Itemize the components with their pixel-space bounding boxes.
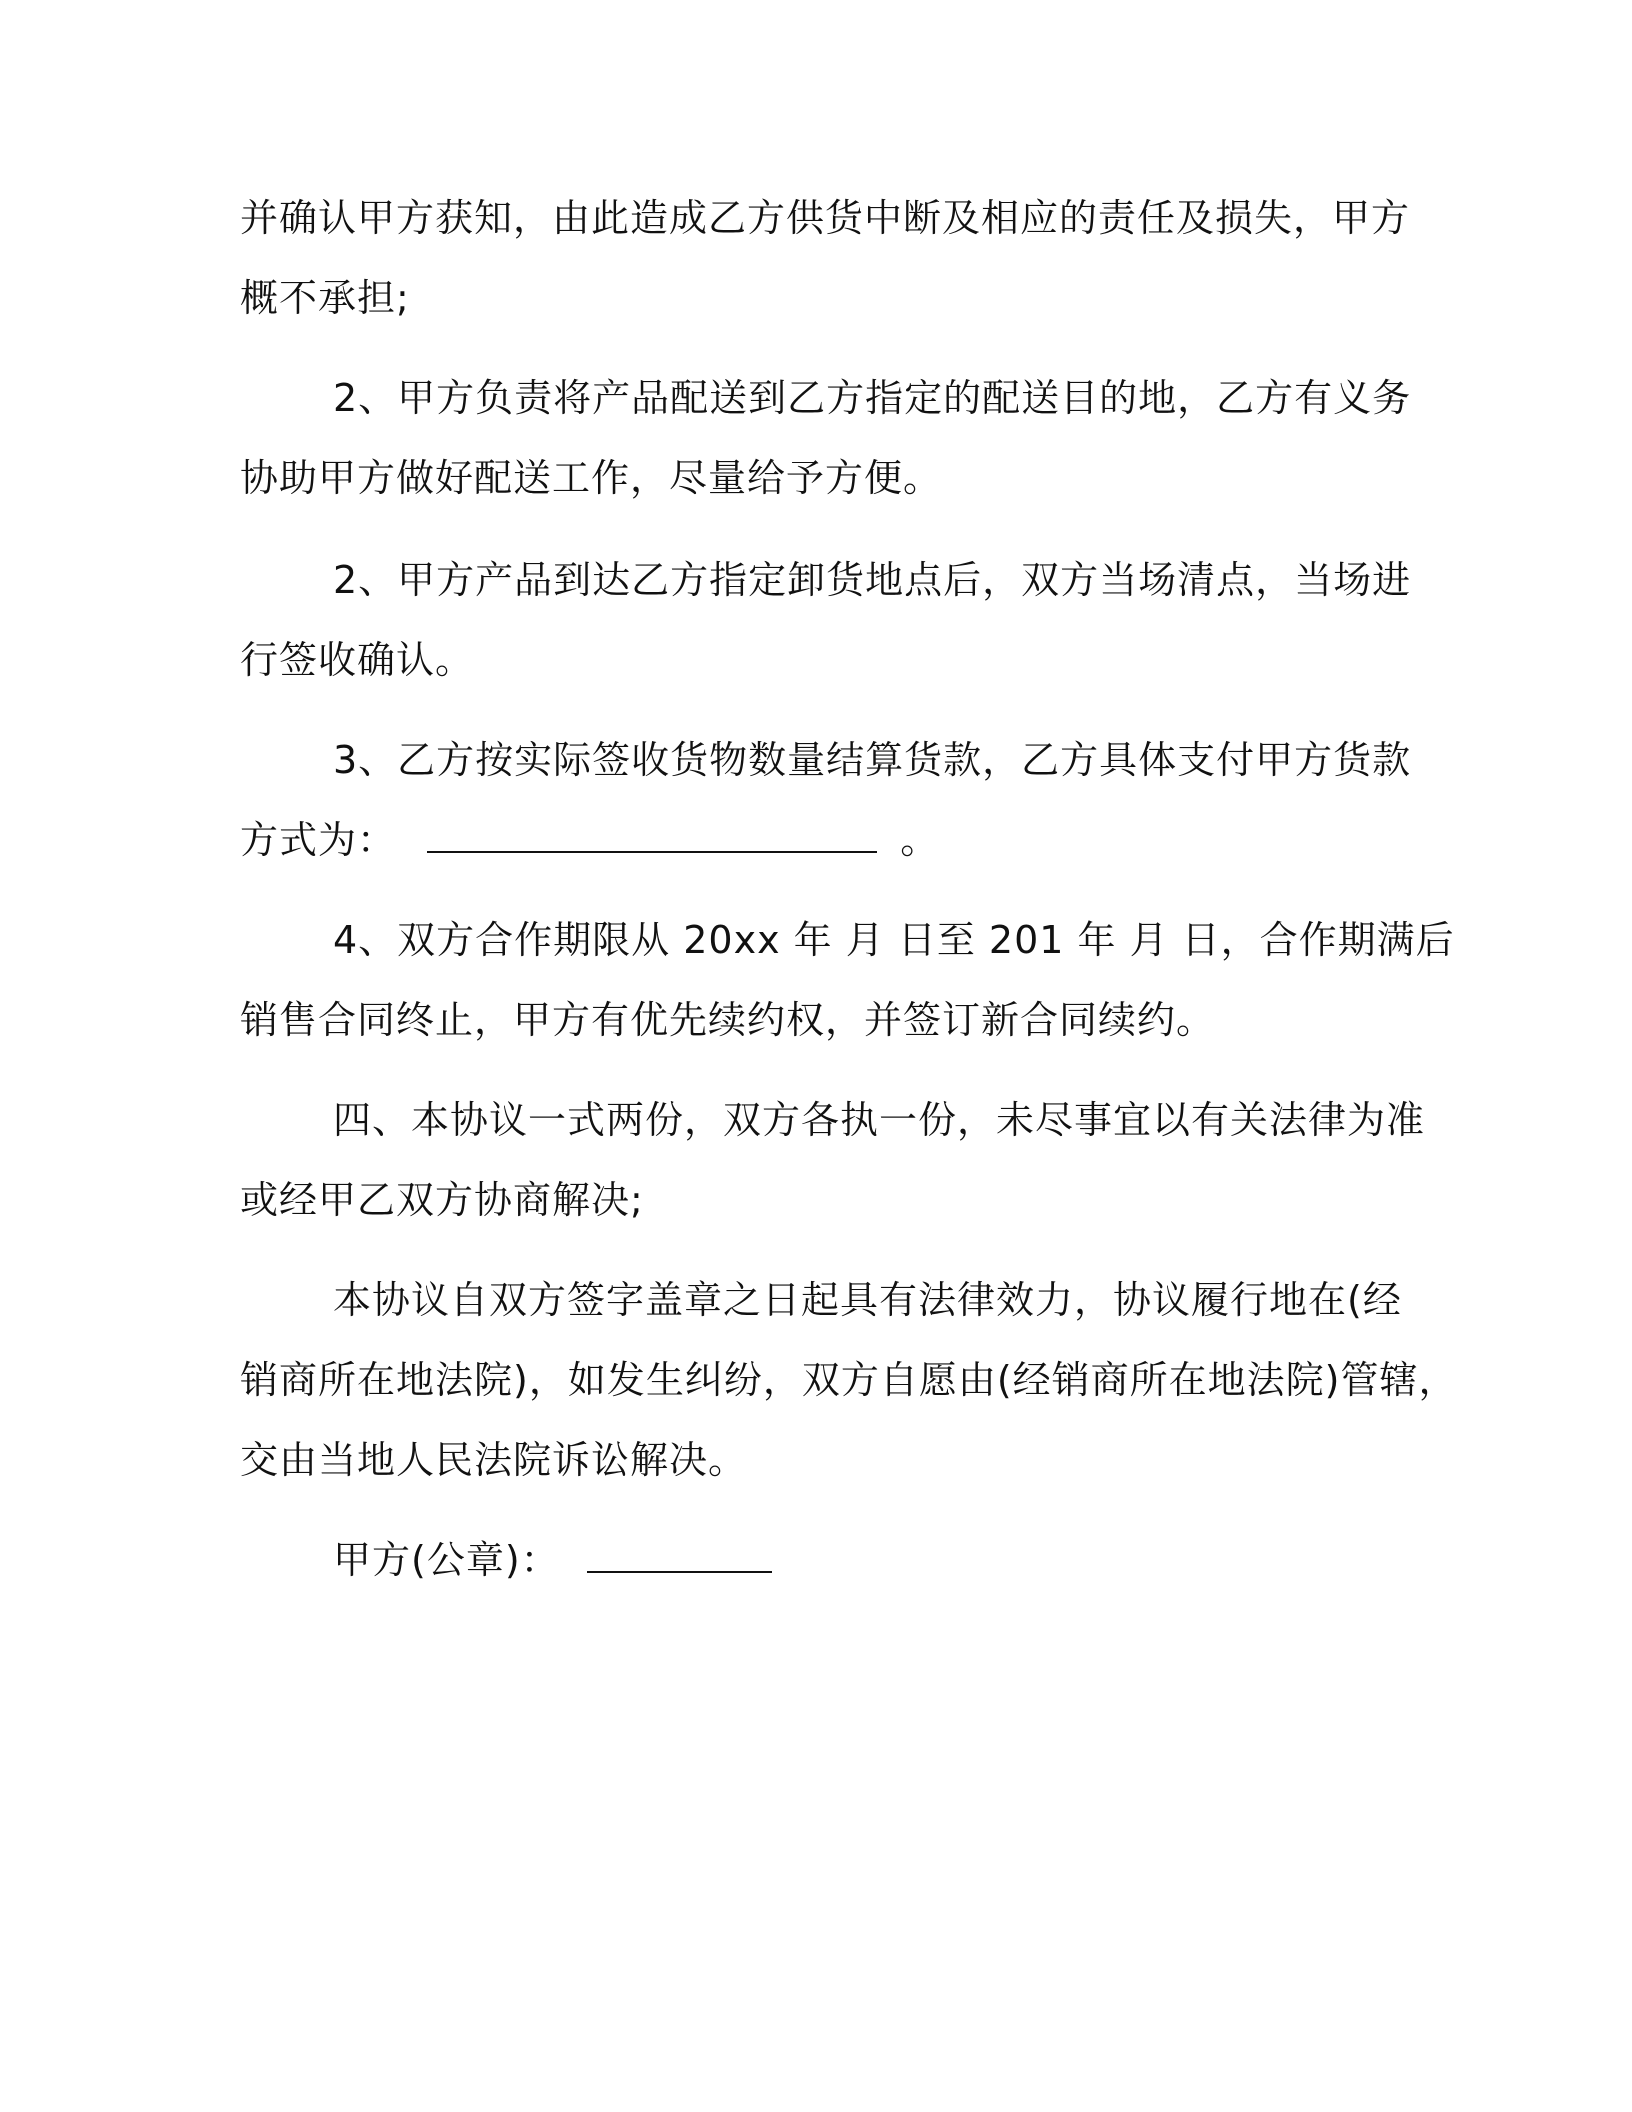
text-line: 销商所在地法院)，如发生纠纷，双方自愿由(经销商所在地法院)管辖， xyxy=(240,1358,1458,1402)
text-line: 2、甲方产品到达乙方指定卸货地点后，双方当场清点，当场进 xyxy=(333,558,1412,602)
party-a-seal-label: 甲方(公章)： xyxy=(333,1538,560,1582)
text-line: 3、乙方按实际签收货物数量结算货款，乙方具体支付甲方货款 xyxy=(333,738,1412,782)
paragraph-delivery xyxy=(240,358,1412,518)
text-line: 或经甲乙双方协商解决; xyxy=(240,1178,644,1222)
paragraph-copies xyxy=(240,1080,1426,1240)
paragraph-liability-continued xyxy=(240,178,1411,338)
text-line: 交由当地人民法院诉讼解决。 xyxy=(240,1438,748,1482)
text-line-with-blank xyxy=(240,1520,1390,1600)
text-line: 4、双方合作期限从 20xx 年 月 日至 201 年 月 日，合作期满后 xyxy=(333,918,1455,962)
paragraph-term xyxy=(240,900,1455,1060)
text-line: 概不承担; xyxy=(240,276,410,320)
text-line: 行签收确认。 xyxy=(240,638,475,682)
text-line: 销售合同终止，甲方有优先续约权，并签订新合同续约。 xyxy=(240,998,1216,1042)
text-line: 2、甲方负责将产品配送到乙方指定的配送目的地，乙方有义务 xyxy=(333,376,1412,420)
text-line: 四、本协议一式两份，双方各执一份，未尽事宜以有关法律为准 xyxy=(333,1098,1426,1142)
payment-method-label: 方式为： xyxy=(240,818,397,862)
text-line-with-blank xyxy=(240,800,1390,880)
text-line: 协助甲方做好配送工作，尽量给予方便。 xyxy=(240,456,943,500)
signature-party-a xyxy=(240,1520,1390,1600)
payment-method-blank xyxy=(427,821,877,853)
paragraph-payment xyxy=(240,720,1412,880)
party-a-seal-blank xyxy=(587,1541,772,1573)
text-line: 本协议自双方签字盖章之日起具有法律效力，协议履行地在(经 xyxy=(333,1278,1402,1322)
paragraph-receipt xyxy=(240,540,1412,700)
payment-method-end: 。 xyxy=(900,818,940,862)
paragraph-effect xyxy=(240,1260,1458,1500)
text-line: 并确认甲方获知，由此造成乙方供货中断及相应的责任及损失，甲方 xyxy=(240,196,1411,240)
